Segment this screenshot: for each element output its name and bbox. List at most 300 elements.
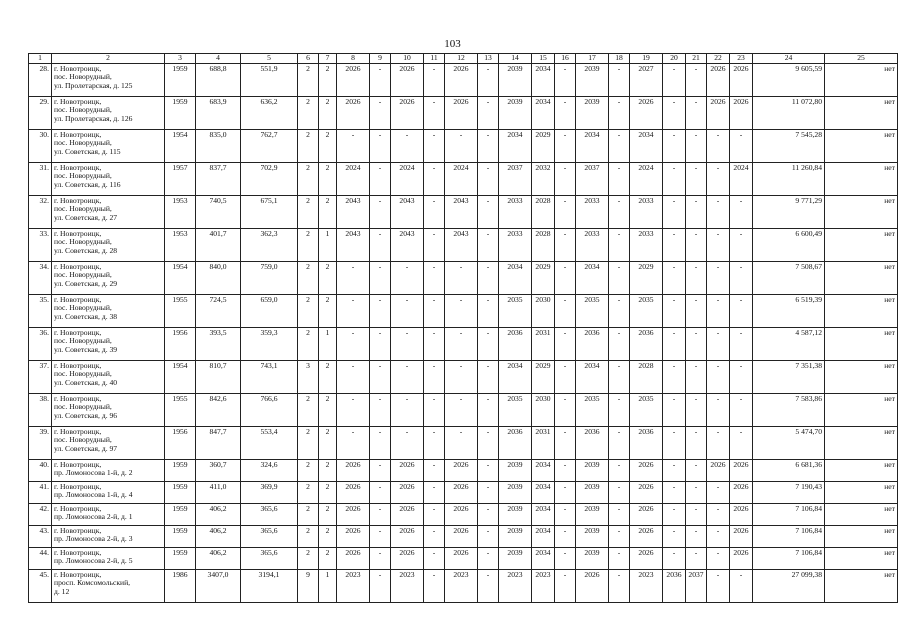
col-16-cell: - [555,426,576,459]
floors-count-cell: 2 [298,525,319,547]
col-9-cell: - [370,228,391,261]
col-20-cell: - [663,426,686,459]
address-line: г. Новотроицк, [54,327,102,337]
cost-value-cell: 9 605,59 [753,63,825,96]
table-row [29,459,898,481]
column-number-5: 5 [241,54,298,64]
col-23-cell: 2026 [730,547,753,569]
col-13-cell: - [478,129,499,162]
col-18-cell: - [609,459,630,481]
entrances-count-cell: 2 [319,129,337,162]
col-12-cell: - [445,360,478,393]
col-18-cell: - [609,426,630,459]
col-15-cell: 2031 [532,327,555,360]
col-20-cell: - [663,63,686,96]
column-number-13: 13 [478,54,499,64]
col-17-cell: 2034 [576,261,609,294]
address-line: г. Новотроицк, [54,459,102,469]
floors-count-cell: 2 [298,481,319,503]
floors-count-cell: 2 [298,294,319,327]
cost-value-cell: 7 583,86 [753,393,825,426]
col-10-cell: 2026 [391,96,424,129]
row-number-cell: 37. [29,360,52,393]
col-16-cell: - [555,327,576,360]
col-18-cell: - [609,360,630,393]
year-built-cell: 1955 [165,393,196,426]
col-14-cell: 2039 [499,525,532,547]
col-18-cell: - [609,393,630,426]
col-14-cell: 2037 [499,162,532,195]
note-value-cell: нет [825,327,898,360]
address-line: ул. Советская, д. 116 [54,179,121,189]
col-12-cell: 2026 [445,63,478,96]
address-line: г. Новотроицк, [54,294,102,304]
address-line: г. Новотроицк, [54,63,102,73]
col-16-cell: - [555,481,576,503]
col-15-cell: 2029 [532,261,555,294]
col-22-cell: - [707,261,730,294]
col-8-cell: - [337,426,370,459]
row-number-cell: 36. [29,327,52,360]
col-11-cell: - [424,503,445,525]
year-built-cell: 1959 [165,525,196,547]
total-area-cell: 3407,0 [196,569,241,602]
address-line: ул. Советская, д. 97 [54,443,118,453]
address-cell [52,547,165,569]
col-10-cell: 2023 [391,569,424,602]
col-12-cell: - [445,393,478,426]
col-15-cell: 2034 [532,481,555,503]
row-number-cell: 41. [29,481,52,503]
living-area-cell: 362,3 [241,228,298,261]
cost-value-cell: 9 771,29 [753,195,825,228]
col-22-cell: - [707,195,730,228]
living-area-cell: 551,9 [241,63,298,96]
col-8-cell: - [337,294,370,327]
address-line: пос. Новорудный, [54,336,112,345]
col-17-cell: 2035 [576,294,609,327]
address-line: г. Новотроицк, [54,426,102,436]
col-21-cell: - [686,294,707,327]
address-cell [52,162,165,195]
cost-value-cell: 7 106,84 [753,503,825,525]
col-9-cell: - [370,129,391,162]
col-16-cell: - [555,63,576,96]
address-line: г. Новотроицк, [54,547,102,557]
col-19-cell: 2035 [630,393,663,426]
col-22-cell: - [707,426,730,459]
col-15-cell: 2030 [532,294,555,327]
column-number-23: 23 [730,54,753,64]
address-line: ул. Советская, д. 28 [54,245,118,255]
entrances-count-cell: 2 [319,162,337,195]
col-9-cell: - [370,63,391,96]
table-row [29,569,898,602]
col-9-cell: - [370,393,391,426]
col-19-cell: 2027 [630,63,663,96]
col-9-cell: - [370,261,391,294]
col-22-cell: - [707,129,730,162]
year-built-cell: 1954 [165,360,196,393]
col-21-cell: - [686,547,707,569]
col-14-cell: 2033 [499,228,532,261]
year-built-cell: 1986 [165,569,196,602]
col-8-cell: 2026 [337,481,370,503]
col-9-cell: - [370,481,391,503]
entrances-count-cell: 2 [319,426,337,459]
column-number-11: 11 [424,54,445,64]
note-value-cell: нет [825,195,898,228]
col-17-cell: 2037 [576,162,609,195]
living-area-cell: 675,1 [241,195,298,228]
col-9-cell: - [370,569,391,602]
col-13-cell: - [478,327,499,360]
table-row [29,261,898,294]
col-11-cell: - [424,393,445,426]
col-22-cell: - [707,547,730,569]
col-13-cell: - [478,459,499,481]
col-15-cell: 2029 [532,129,555,162]
floors-count-cell: 2 [298,459,319,481]
column-number-16: 16 [555,54,576,64]
col-16-cell: - [555,228,576,261]
col-22-cell: - [707,393,730,426]
total-area-cell: 411,0 [196,481,241,503]
col-8-cell: - [337,129,370,162]
col-21-cell: - [686,261,707,294]
col-23-cell: 2026 [730,63,753,96]
col-10-cell: - [391,261,424,294]
address-line: пос. Новорудный, [54,303,112,312]
living-area-cell: 762,7 [241,129,298,162]
living-area-cell: 365,6 [241,525,298,547]
col-14-cell: 2039 [499,503,532,525]
col-15-cell: 2031 [532,426,555,459]
living-area-cell: 3194,1 [241,569,298,602]
col-8-cell: 2026 [337,503,370,525]
address-line: г. Новотроицк, [54,195,102,205]
year-built-cell: 1954 [165,261,196,294]
table-row [29,393,898,426]
col-10-cell: - [391,129,424,162]
col-15-cell: 2028 [532,195,555,228]
col-16-cell: - [555,459,576,481]
year-built-cell: 1955 [165,294,196,327]
col-11-cell: - [424,327,445,360]
address-line: пос. Новорудный, [54,237,112,246]
col-23-cell: - [730,195,753,228]
column-number-15: 15 [532,54,555,64]
col-13-cell: - [478,393,499,426]
entrances-count-cell: 1 [319,228,337,261]
table-row [29,162,898,195]
col-21-cell: - [686,228,707,261]
col-19-cell: 2026 [630,547,663,569]
column-number-25: 25 [825,54,898,64]
col-14-cell: 2034 [499,261,532,294]
address-cell [52,525,165,547]
note-value-cell: нет [825,261,898,294]
col-11-cell: - [424,481,445,503]
col-14-cell: 2036 [499,327,532,360]
col-11-cell: - [424,525,445,547]
col-16-cell: - [555,96,576,129]
col-10-cell: 2026 [391,481,424,503]
col-8-cell: 2024 [337,162,370,195]
col-9-cell: - [370,503,391,525]
col-10-cell: 2026 [391,525,424,547]
table-row [29,360,898,393]
col-14-cell: 2039 [499,547,532,569]
year-built-cell: 1959 [165,63,196,96]
col-9-cell: - [370,360,391,393]
total-area-cell: 393,5 [196,327,241,360]
col-13-cell: - [478,481,499,503]
note-value-cell: нет [825,96,898,129]
col-11-cell: - [424,547,445,569]
address-line: пр. Ломоносова 1-й, д. 2 [54,468,133,477]
col-15-cell: 2034 [532,525,555,547]
column-number-12: 12 [445,54,478,64]
address-line: г. Новотроицк, [54,481,102,491]
address-cell [52,129,165,162]
address-cell [52,96,165,129]
col-8-cell: - [337,393,370,426]
col-11-cell: - [424,63,445,96]
col-19-cell: 2026 [630,459,663,481]
col-19-cell: 2029 [630,261,663,294]
floors-count-cell: 2 [298,393,319,426]
table-row [29,481,898,503]
col-18-cell: - [609,525,630,547]
col-22-cell: - [707,525,730,547]
total-area-cell: 406,2 [196,525,241,547]
column-number-21: 21 [686,54,707,64]
row-number-cell: 31. [29,162,52,195]
col-17-cell: 2033 [576,195,609,228]
col-8-cell: 2026 [337,525,370,547]
living-area-cell: 636,2 [241,96,298,129]
col-14-cell: 2035 [499,294,532,327]
floors-count-cell: 9 [298,569,319,602]
col-22-cell: - [707,569,730,602]
col-20-cell: - [663,162,686,195]
col-19-cell: 2026 [630,525,663,547]
col-12-cell: - [445,426,478,459]
col-22-cell: 2026 [707,63,730,96]
table-row [29,503,898,525]
col-19-cell: 2033 [630,195,663,228]
cost-value-cell: 6 519,39 [753,294,825,327]
table-row [29,525,898,547]
col-12-cell: - [445,129,478,162]
year-built-cell: 1954 [165,129,196,162]
table-body [29,54,898,603]
column-number-6: 6 [298,54,319,64]
page-number: 103 [444,38,461,50]
note-value-cell: нет [825,63,898,96]
col-18-cell: - [609,129,630,162]
col-15-cell: 2034 [532,547,555,569]
col-18-cell: - [609,195,630,228]
col-17-cell: 2034 [576,360,609,393]
living-area-cell: 702,9 [241,162,298,195]
year-built-cell: 1959 [165,481,196,503]
col-21-cell: - [686,481,707,503]
row-number-cell: 32. [29,195,52,228]
address-line: г. Новотроицк, [54,393,102,403]
row-number-cell: 35. [29,294,52,327]
col-20-cell: - [663,129,686,162]
col-20-cell: - [663,481,686,503]
cost-value-cell: 27 099,38 [753,569,825,602]
address-cell [52,195,165,228]
col-11-cell: - [424,294,445,327]
col-16-cell: - [555,360,576,393]
col-18-cell: - [609,162,630,195]
cost-value-cell: 7 545,28 [753,129,825,162]
table-row [29,228,898,261]
year-built-cell: 1957 [165,162,196,195]
col-19-cell: 2023 [630,569,663,602]
cost-value-cell: 4 587,12 [753,327,825,360]
cost-value-cell: 11 072,80 [753,96,825,129]
column-number-24: 24 [753,54,825,64]
col-21-cell: 2037 [686,569,707,602]
col-17-cell: 2033 [576,228,609,261]
col-19-cell: 2028 [630,360,663,393]
col-10-cell: - [391,393,424,426]
col-8-cell: 2026 [337,459,370,481]
col-10-cell: - [391,294,424,327]
table-row [29,63,898,96]
col-22-cell: - [707,162,730,195]
col-19-cell: 2026 [630,96,663,129]
col-23-cell: 2026 [730,481,753,503]
note-value-cell: нет [825,162,898,195]
col-12-cell: 2026 [445,503,478,525]
living-area-cell: 659,0 [241,294,298,327]
col-13-cell: - [478,228,499,261]
note-value-cell: нет [825,547,898,569]
col-20-cell: 2036 [663,569,686,602]
col-12-cell: - [445,327,478,360]
col-10-cell: 2026 [391,547,424,569]
floors-count-cell: 2 [298,195,319,228]
col-10-cell: 2024 [391,162,424,195]
living-area-cell: 553,4 [241,426,298,459]
col-8-cell: 2043 [337,228,370,261]
col-20-cell: - [663,195,686,228]
col-13-cell: - [478,63,499,96]
col-16-cell: - [555,393,576,426]
row-number-cell: 34. [29,261,52,294]
floors-count-cell: 2 [298,129,319,162]
col-9-cell: - [370,426,391,459]
col-18-cell: - [609,96,630,129]
table-row [29,195,898,228]
col-21-cell: - [686,459,707,481]
table-row [29,129,898,162]
address-line: г. Новотроицк, [54,162,102,172]
col-23-cell: 2026 [730,503,753,525]
col-18-cell: - [609,294,630,327]
col-16-cell: - [555,503,576,525]
col-9-cell: - [370,294,391,327]
col-13-cell: - [478,261,499,294]
entrances-count-cell: 2 [319,481,337,503]
address-line: ул. Советская, д. 38 [54,311,118,321]
col-17-cell: 2039 [576,503,609,525]
total-area-cell: 724,5 [196,294,241,327]
row-number-cell: 45. [29,569,52,602]
col-12-cell: 2026 [445,525,478,547]
col-17-cell: 2036 [576,327,609,360]
col-23-cell: - [730,569,753,602]
address-line: пос. Новорудный, [54,204,112,213]
col-22-cell: 2026 [707,96,730,129]
col-23-cell: 2026 [730,525,753,547]
col-14-cell: 2039 [499,481,532,503]
col-18-cell: - [609,503,630,525]
column-number-22: 22 [707,54,730,64]
address-cell [52,327,165,360]
total-area-cell: 401,7 [196,228,241,261]
address-line: г. Новотроицк, [54,503,102,513]
col-14-cell: 2034 [499,360,532,393]
address-line: ул. Советская, д. 29 [54,278,118,288]
col-10-cell: 2043 [391,195,424,228]
col-9-cell: - [370,327,391,360]
living-area-cell: 369,9 [241,481,298,503]
address-line: пос. Новорудный, [54,105,112,114]
total-area-cell: 688,8 [196,63,241,96]
column-number-20: 20 [663,54,686,64]
col-17-cell: 2036 [576,426,609,459]
note-value-cell: нет [825,294,898,327]
col-9-cell: - [370,547,391,569]
address-line: пос. Новорудный, [54,369,112,378]
floors-count-cell: 2 [298,327,319,360]
row-number-cell: 40. [29,459,52,481]
total-area-cell: 740,5 [196,195,241,228]
column-number-19: 19 [630,54,663,64]
col-16-cell: - [555,162,576,195]
col-15-cell: 2028 [532,228,555,261]
address-cell [52,360,165,393]
col-23-cell: - [730,426,753,459]
col-19-cell: 2036 [630,327,663,360]
column-number-8: 8 [337,54,370,64]
note-value-cell: нет [825,228,898,261]
col-19-cell: 2026 [630,503,663,525]
table-row [29,426,898,459]
col-13-cell: - [478,525,499,547]
year-built-cell: 1959 [165,503,196,525]
col-10-cell: 2026 [391,503,424,525]
col-18-cell: - [609,228,630,261]
row-number-cell: 43. [29,525,52,547]
cost-value-cell: 7 106,84 [753,525,825,547]
col-15-cell: 2034 [532,63,555,96]
address-cell [52,63,165,96]
col-23-cell: - [730,360,753,393]
address-line: пос. Новорудный, [54,72,112,81]
address-line: г. Новотроицк, [54,129,102,139]
address-line: пос. Новорудный, [54,402,112,411]
note-value-cell: нет [825,481,898,503]
col-13-cell: - [478,96,499,129]
